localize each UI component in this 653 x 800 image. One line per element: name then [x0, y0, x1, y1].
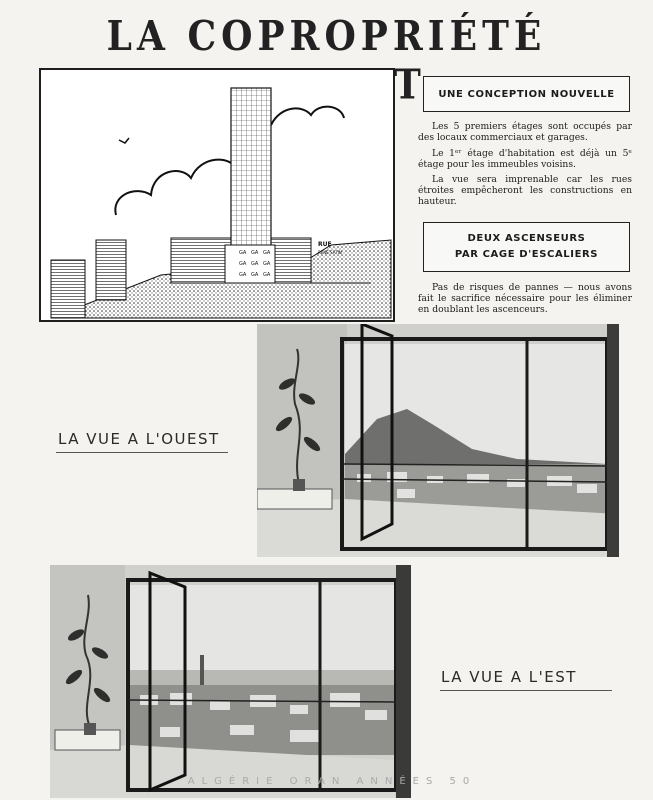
heading-elevators-line2: PAR CAGE D'ESCALIERS — [454, 249, 599, 260]
garage-label: GA — [251, 272, 259, 278]
garage-label: GA — [251, 250, 259, 256]
building-elevation-illustration — [41, 70, 393, 320]
heading-elevators — [423, 222, 630, 272]
caption-west-view: LA VUE A L'OUEST — [58, 430, 220, 448]
garage-label: GA — [263, 261, 271, 267]
caption-underline — [56, 452, 228, 453]
garage-label: GA — [263, 272, 271, 278]
neighbor-building-2 — [96, 240, 126, 300]
garage-label: GA — [239, 261, 247, 267]
heading-elevators-line1: DEUX ASCENSEURS — [467, 233, 586, 244]
neighbor-building-1 — [51, 260, 85, 318]
garage-label: GA — [239, 272, 247, 278]
footer-watermark: ALGÉRIE ORAN ANNÉES 50 — [187, 776, 477, 787]
bird-icon — [119, 138, 129, 143]
perret-tower — [231, 88, 271, 270]
paragraph-first-floor: Le 1ᵉʳ étage d'habitation est déjà un 5ᵉ étage pour les immeubles voisins. — [418, 148, 632, 170]
paragraph-floors: Les 5 premiers étages sont occupés par des locaux commerciaux et garages. — [418, 121, 632, 143]
garage-label: GA — [251, 261, 259, 267]
east-view-photo — [50, 565, 411, 798]
street-name: RENÉ SATIN — [318, 250, 342, 255]
cloud-outline-left — [115, 160, 237, 215]
paragraph-elevators: Pas de risques de pannes — nous avons fait le sacrifice nécessaire pour les éliminer en doublant les ascenceurs. — [418, 282, 632, 315]
heading-new-conception-text: UNE CONCEPTION NOUVELLE — [438, 88, 615, 100]
heading-new-conception — [423, 76, 630, 112]
garage-label: GA — [263, 250, 271, 256]
cloud-outline-right — [271, 107, 344, 125]
paragraph-view: La vue sera imprenable car les rues étroites empêcheront les constructions en hauteur. — [418, 174, 632, 207]
street-label: RUE — [318, 241, 332, 248]
page-title: LA COPROPRIÉTÉ — [106, 12, 547, 61]
caption-underline — [440, 690, 612, 691]
architectural-drawing — [39, 68, 395, 322]
west-view-photo — [257, 324, 619, 557]
garage-label: GA — [239, 250, 247, 256]
caption-east-view: LA VUE A L'EST — [441, 668, 577, 686]
